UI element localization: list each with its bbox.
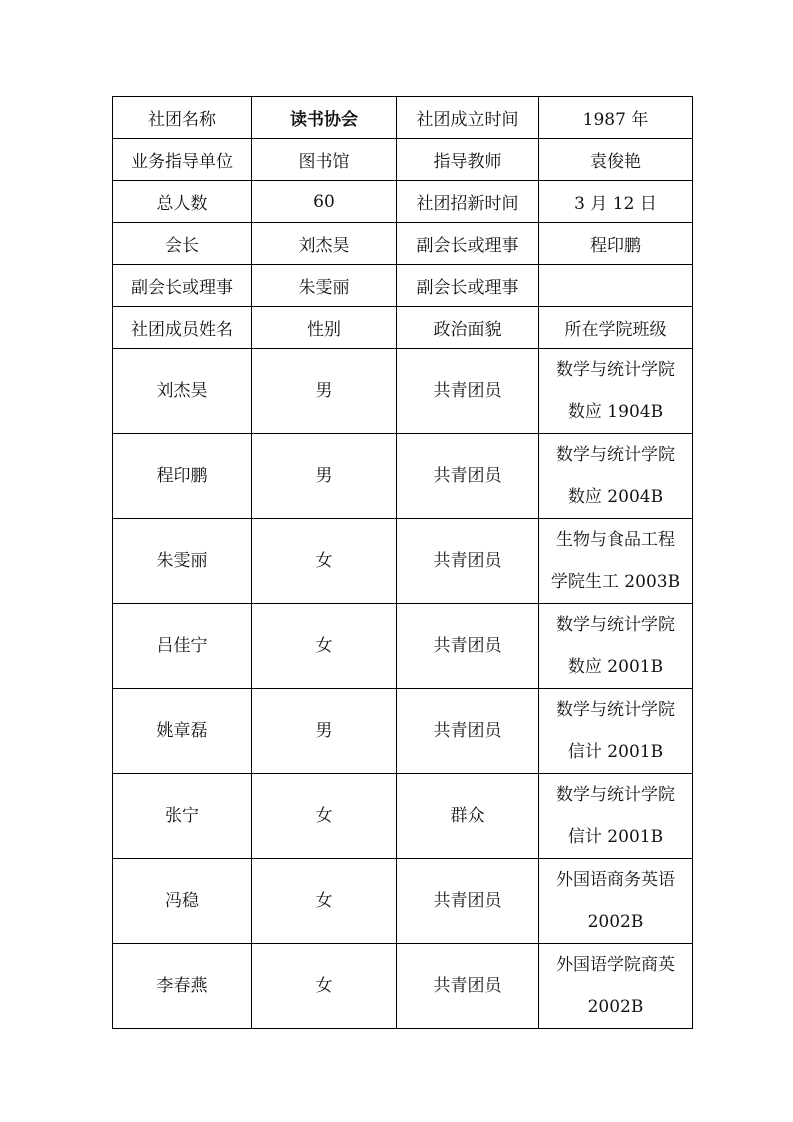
table-row	[113, 349, 693, 434]
label-recruit-time: 社团招新时间	[397, 181, 539, 223]
member-class	[539, 774, 693, 859]
member-header-row	[113, 307, 693, 349]
table-row	[113, 519, 693, 604]
member-gender: 男	[252, 434, 397, 519]
member-gender: 男	[252, 349, 397, 434]
member-politics: 共青团员	[397, 689, 539, 774]
member-politics: 共青团员	[397, 944, 539, 1029]
member-class-line2: 2002B	[587, 997, 644, 1017]
member-class-line2: 信计 2001B	[567, 742, 664, 762]
member-class	[539, 859, 693, 944]
value-vice-president-1: 程印鹏	[539, 223, 693, 265]
value-total-members: 60	[252, 181, 397, 223]
member-class	[539, 519, 693, 604]
member-class-line1: 外国语学院商英	[556, 955, 675, 975]
table-row	[113, 689, 693, 774]
member-name: 姚章磊	[113, 689, 252, 774]
member-class-line2: 数应 1904B	[567, 402, 664, 422]
label-club-name: 社团名称	[113, 97, 252, 139]
member-gender: 男	[252, 689, 397, 774]
member-gender: 女	[252, 519, 397, 604]
member-class-line2: 信计 2001B	[567, 827, 664, 847]
member-class-line1: 数学与统计学院	[556, 785, 675, 805]
member-class-line1: 外国语商务英语	[556, 870, 675, 890]
value-vice-president-2: 朱雯丽	[252, 265, 397, 307]
value-recruit-time: 3 月 12 日	[539, 181, 693, 223]
label-guidance-unit: 业务指导单位	[113, 139, 252, 181]
header-college-class: 所在学院班级	[539, 307, 693, 349]
member-name: 刘杰昊	[113, 349, 252, 434]
table-row	[113, 859, 693, 944]
member-name: 冯稳	[113, 859, 252, 944]
info-row-vice-presidents	[113, 265, 693, 307]
value-president: 刘杰昊	[252, 223, 397, 265]
member-gender: 女	[252, 944, 397, 1029]
info-row-president	[113, 223, 693, 265]
member-gender: 女	[252, 859, 397, 944]
member-class-line2: 数应 2001B	[567, 657, 664, 677]
table-row	[113, 774, 693, 859]
member-name: 吕佳宁	[113, 604, 252, 689]
value-guidance-unit: 图书馆	[252, 139, 397, 181]
info-row-club-name	[113, 97, 693, 139]
member-gender: 女	[252, 604, 397, 689]
header-member-name: 社团成员姓名	[113, 307, 252, 349]
member-class	[539, 434, 693, 519]
label-total-members: 总人数	[113, 181, 252, 223]
member-class	[539, 604, 693, 689]
member-class	[539, 689, 693, 774]
member-class	[539, 349, 693, 434]
label-founded-time: 社团成立时间	[397, 97, 539, 139]
member-class-line2: 学院生工 2003B	[550, 572, 681, 592]
member-class-line2: 2002B	[587, 912, 644, 932]
member-politics: 共青团员	[397, 519, 539, 604]
value-vice-president-3	[539, 265, 693, 307]
info-row-guidance	[113, 139, 693, 181]
info-row-headcount	[113, 181, 693, 223]
table-row	[113, 434, 693, 519]
member-politics: 群众	[397, 774, 539, 859]
member-name: 李春燕	[113, 944, 252, 1029]
member-class-line1: 生物与食品工程	[556, 530, 675, 550]
label-vice-president-2: 副会长或理事	[113, 265, 252, 307]
value-club-name: 读书协会	[252, 97, 397, 139]
member-class-line1: 数学与统计学院	[556, 700, 675, 720]
member-politics: 共青团员	[397, 349, 539, 434]
table-row	[113, 944, 693, 1029]
header-political-status: 政治面貌	[397, 307, 539, 349]
member-politics: 共青团员	[397, 859, 539, 944]
label-vice-president-3: 副会长或理事	[397, 265, 539, 307]
member-class-line2: 数应 2004B	[567, 487, 664, 507]
member-name: 程印鹏	[113, 434, 252, 519]
header-gender: 性别	[252, 307, 397, 349]
member-politics: 共青团员	[397, 604, 539, 689]
member-class-line1: 数学与统计学院	[556, 445, 675, 465]
label-president: 会长	[113, 223, 252, 265]
member-class	[539, 944, 693, 1029]
club-info-table	[112, 96, 693, 1029]
member-gender: 女	[252, 774, 397, 859]
value-founded-time: 1987 年	[539, 97, 693, 139]
member-class-line1: 数学与统计学院	[556, 360, 675, 380]
table-row	[113, 604, 693, 689]
label-vice-president-1: 副会长或理事	[397, 223, 539, 265]
label-advisor: 指导教师	[397, 139, 539, 181]
member-class-line1: 数学与统计学院	[556, 615, 675, 635]
value-advisor: 袁俊艳	[539, 139, 693, 181]
member-politics: 共青团员	[397, 434, 539, 519]
member-name: 张宁	[113, 774, 252, 859]
member-name: 朱雯丽	[113, 519, 252, 604]
